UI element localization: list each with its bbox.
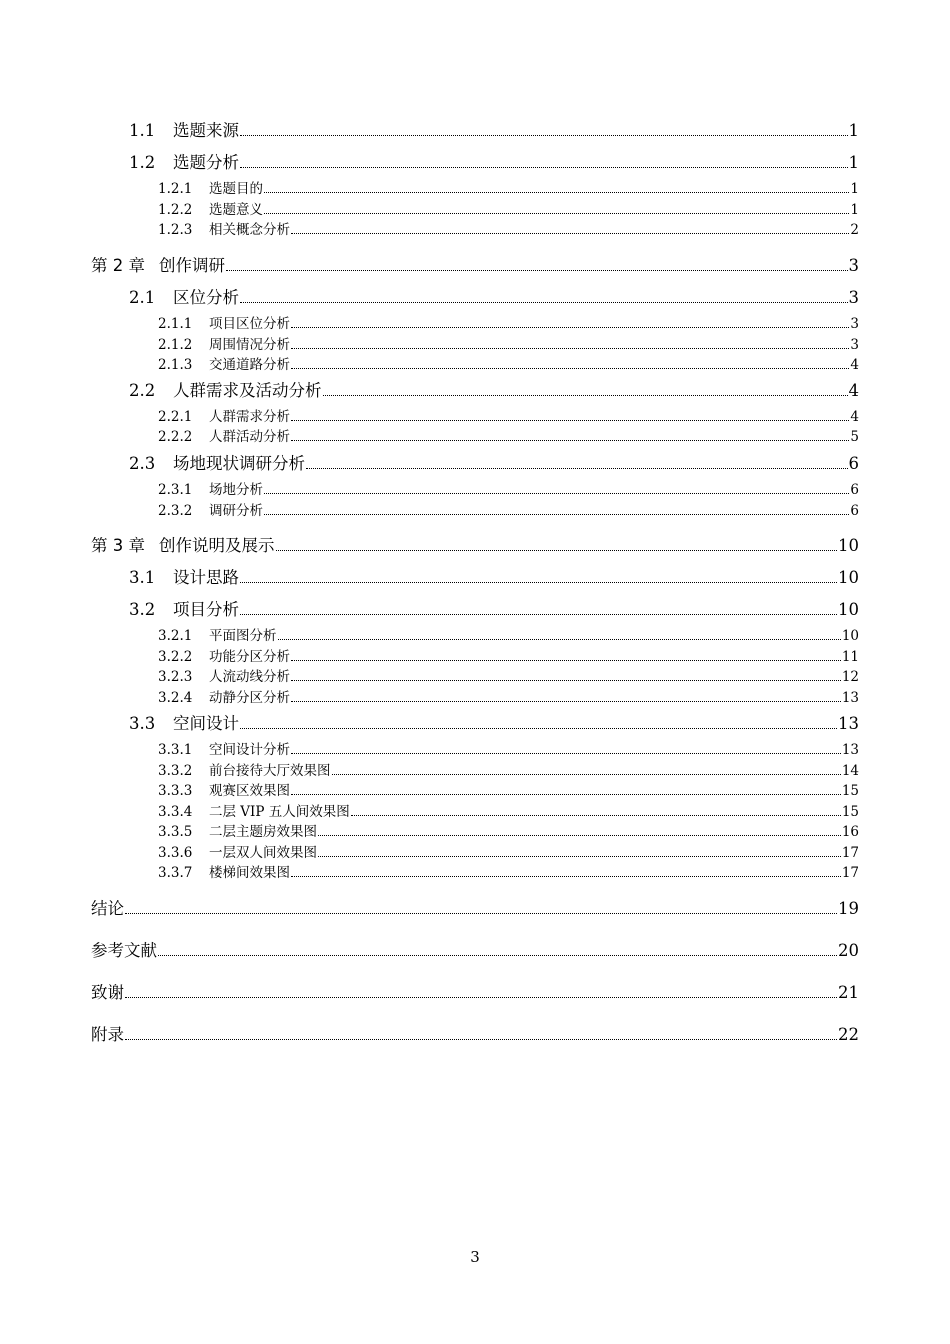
toc-entry-number: 1.2 <box>129 153 156 172</box>
dot-leader <box>291 233 849 234</box>
toc-entry-number: 2.2 <box>129 381 156 400</box>
toc-entry-number: 3.3.6 <box>158 845 193 861</box>
toc-entry[interactable] <box>91 179 859 200</box>
toc-entry-number: 3.2.2 <box>158 649 193 665</box>
dot-leader <box>291 348 849 349</box>
toc-entry-page: 6 <box>850 482 859 498</box>
toc-entry-page: 6 <box>848 454 859 473</box>
dot-leader <box>332 774 841 775</box>
toc-entry-page: 2 <box>850 222 859 238</box>
toc-entry-title: 调研分析 <box>209 503 263 519</box>
dot-leader <box>264 192 849 193</box>
toc-entry-title: 一层双人间效果图 <box>209 845 317 861</box>
dot-leader <box>240 302 848 303</box>
dot-leader <box>291 680 841 681</box>
toc-entry[interactable] <box>91 152 859 174</box>
toc-entry-number: 3.3.3 <box>158 783 193 799</box>
toc-entry[interactable] <box>91 647 859 668</box>
toc-entry-number: 2.1.1 <box>158 316 193 332</box>
toc-entry-title: 动静分区分析 <box>209 690 290 706</box>
toc-entry[interactable] <box>91 314 859 335</box>
toc-entry-number: 1.2.2 <box>158 202 193 218</box>
toc-entry-number: 3.3.7 <box>158 865 193 881</box>
toc-entry[interactable] <box>91 713 859 735</box>
dot-leader <box>291 876 841 877</box>
dot-leader <box>291 327 849 328</box>
toc-entry-page: 4 <box>848 381 859 400</box>
toc-entry-number: 3.3 <box>129 714 156 733</box>
toc-entry[interactable] <box>91 535 859 557</box>
dot-leader <box>291 368 849 369</box>
toc-entry-page: 19 <box>838 899 859 918</box>
dot-leader <box>240 728 837 729</box>
dot-leader <box>276 550 838 551</box>
toc-entry[interactable] <box>91 626 859 647</box>
toc-entry-title: 观赛区效果图 <box>209 783 290 799</box>
toc-entry-page: 13 <box>838 714 859 733</box>
toc-entry-page: 3 <box>848 288 859 307</box>
toc-entry-number: 第 2 章 <box>91 256 145 275</box>
toc-entry-number: 3.2.4 <box>158 690 193 706</box>
toc-entry-page: 17 <box>841 865 859 881</box>
dot-leader <box>291 753 841 754</box>
toc-entry[interactable] <box>91 255 859 277</box>
toc-entry[interactable] <box>91 781 859 802</box>
toc-entry-title: 周围情况分析 <box>209 337 290 353</box>
toc-entry-page: 12 <box>841 669 859 685</box>
toc-entry-title: 创作说明及展示 <box>159 536 275 555</box>
toc-entry-page: 13 <box>841 690 859 706</box>
toc-entry-title: 二层主题房效果图 <box>209 824 317 840</box>
toc-entry-page: 15 <box>841 783 859 799</box>
toc-entry-number: 2.1.3 <box>158 357 193 373</box>
toc-entry-title: 相关概念分析 <box>209 222 290 238</box>
toc-entry[interactable] <box>91 453 859 475</box>
toc-entry[interactable] <box>91 740 859 761</box>
dot-leader <box>323 395 848 396</box>
toc-entry-title: 前台接待大厅效果图 <box>209 763 331 779</box>
dot-leader <box>226 270 848 271</box>
toc-entry-page: 3 <box>850 316 859 332</box>
toc-entry-number: 3.1 <box>129 568 156 587</box>
toc-entry-title: 场地现状调研分析 <box>173 454 305 473</box>
dot-leader <box>125 1039 837 1040</box>
toc-entry-page: 20 <box>838 941 859 960</box>
toc-entry-page: 1 <box>850 202 859 218</box>
toc-entry-page: 10 <box>838 568 859 587</box>
toc-entry-title: 平面图分析 <box>209 628 277 644</box>
toc-entry-page: 21 <box>838 983 859 1002</box>
toc-entry-title: 区位分析 <box>173 288 239 307</box>
toc-entry-number: 1.2.3 <box>158 222 193 238</box>
toc-entry[interactable] <box>91 940 859 962</box>
toc-entry-page: 1 <box>848 121 859 140</box>
toc-entry-title: 项目分析 <box>173 600 239 619</box>
toc-entry-number: 2.3.1 <box>158 482 193 498</box>
toc-entry[interactable] <box>91 220 859 241</box>
toc-entry[interactable] <box>91 667 859 688</box>
toc-entry-page: 11 <box>841 649 859 665</box>
toc-entry-title: 人群需求及活动分析 <box>173 381 322 400</box>
toc-entry[interactable] <box>91 480 859 501</box>
toc-entry-page: 14 <box>841 763 859 779</box>
dot-leader <box>351 815 841 816</box>
toc-entry-number: 2.2.1 <box>158 409 193 425</box>
toc-entry-number: 第 3 章 <box>91 536 145 555</box>
toc-entry[interactable] <box>91 120 859 142</box>
toc-entry[interactable] <box>91 688 859 709</box>
toc-entry-page: 5 <box>850 429 859 445</box>
toc-entry-title: 人群需求分析 <box>209 409 290 425</box>
dot-leader <box>318 835 841 836</box>
dot-leader <box>291 440 849 441</box>
toc-entry[interactable] <box>91 802 859 823</box>
toc-entry-page: 3 <box>850 337 859 353</box>
toc-entry-title: 选题分析 <box>173 153 239 172</box>
toc-entry[interactable] <box>91 355 859 376</box>
dot-leader <box>264 493 849 494</box>
toc-entry-page: 6 <box>850 503 859 519</box>
toc-entry-number: 3.3.1 <box>158 742 193 758</box>
toc-entry-title: 创作调研 <box>159 256 225 275</box>
toc-entry-title: 选题来源 <box>173 121 239 140</box>
dot-leader <box>291 701 841 702</box>
toc-entry-page: 3 <box>848 256 859 275</box>
toc-entry[interactable] <box>91 200 859 221</box>
toc-entry[interactable] <box>91 1024 859 1046</box>
toc-entry-number: 3.2.1 <box>158 628 193 644</box>
toc-entry-title: 功能分区分析 <box>209 649 290 665</box>
toc-entry-page: 15 <box>841 804 859 820</box>
toc-entry-number: 3.3.5 <box>158 824 193 840</box>
toc-entry-page: 1 <box>850 181 859 197</box>
dot-leader <box>240 167 848 168</box>
toc-entry-title: 二层 VIP 五人间效果图 <box>209 804 350 820</box>
dot-leader <box>158 955 837 956</box>
toc-entry-title: 场地分析 <box>209 482 263 498</box>
toc-entry-page: 13 <box>841 742 859 758</box>
toc-entry[interactable] <box>91 599 859 621</box>
toc-entry[interactable] <box>91 761 859 782</box>
dot-leader <box>318 856 841 857</box>
toc-entry-number: 3.3.4 <box>158 804 193 820</box>
toc-entry-number: 3.2 <box>129 600 156 619</box>
dot-leader <box>125 913 837 914</box>
toc-entry-number: 1.2.1 <box>158 181 193 197</box>
toc-entry-title: 空间设计 <box>173 714 239 733</box>
toc-entry-title: 附录 <box>91 1025 124 1044</box>
toc-entry-title: 选题目的 <box>209 181 263 197</box>
dot-leader <box>291 660 841 661</box>
toc-entry[interactable] <box>91 427 859 448</box>
toc-entry-number: 2.3.2 <box>158 503 193 519</box>
dot-leader <box>306 468 848 469</box>
toc-entry-page: 1 <box>848 153 859 172</box>
toc-entry-page: 4 <box>850 357 859 373</box>
toc-entry-title: 参考文献 <box>91 941 157 960</box>
toc-entry-number: 1.1 <box>129 121 156 140</box>
toc-entry[interactable] <box>91 287 859 309</box>
toc-entry-number: 3.3.2 <box>158 763 193 779</box>
dot-leader <box>125 997 837 998</box>
toc-entry-page: 16 <box>841 824 859 840</box>
toc-entry-number: 3.2.3 <box>158 669 193 685</box>
toc-entry[interactable] <box>91 863 859 884</box>
toc-entry-title: 空间设计分析 <box>209 742 290 758</box>
dot-leader <box>291 794 841 795</box>
toc-entry-number: 2.3 <box>129 454 156 473</box>
toc-entry[interactable] <box>91 335 859 356</box>
toc-entry-title: 设计思路 <box>173 568 239 587</box>
toc-entry[interactable] <box>91 898 859 920</box>
toc-entry-title: 人流动线分析 <box>209 669 290 685</box>
toc-entry-title: 选题意义 <box>209 202 263 218</box>
toc-entry[interactable] <box>91 822 859 843</box>
toc-entry-page: 10 <box>838 600 859 619</box>
toc-entry[interactable] <box>91 407 859 428</box>
dot-leader <box>278 639 841 640</box>
toc-entry[interactable] <box>91 567 859 589</box>
toc-entry-page: 22 <box>838 1025 859 1044</box>
toc-entry-page: 10 <box>838 536 859 555</box>
toc-entry-number: 2.1 <box>129 288 156 307</box>
toc-entry-title: 楼梯间效果图 <box>209 865 290 881</box>
toc-entry-title: 交通道路分析 <box>209 357 290 373</box>
toc-entry-number: 2.1.2 <box>158 337 193 353</box>
dot-leader <box>264 514 849 515</box>
toc-entry-number: 2.2.2 <box>158 429 193 445</box>
dot-leader <box>291 420 849 421</box>
toc-entry-title: 结论 <box>91 899 124 918</box>
toc-entry-title: 致谢 <box>91 983 124 1002</box>
dot-leader <box>240 614 837 615</box>
toc-entry-page: 17 <box>841 845 859 861</box>
dot-leader <box>240 135 848 136</box>
toc-entry[interactable] <box>91 843 859 864</box>
dot-leader <box>240 582 837 583</box>
toc-entry-page: 10 <box>841 628 859 644</box>
page-number: 3 <box>470 1248 480 1266</box>
toc-entry-title: 项目区位分析 <box>209 316 290 332</box>
toc-entry-page: 4 <box>850 409 859 425</box>
toc-entry[interactable] <box>91 380 859 402</box>
dot-leader <box>264 213 849 214</box>
toc-entry[interactable] <box>91 501 859 522</box>
toc-entry[interactable] <box>91 982 859 1004</box>
toc-entry-title: 人群活动分析 <box>209 429 290 445</box>
